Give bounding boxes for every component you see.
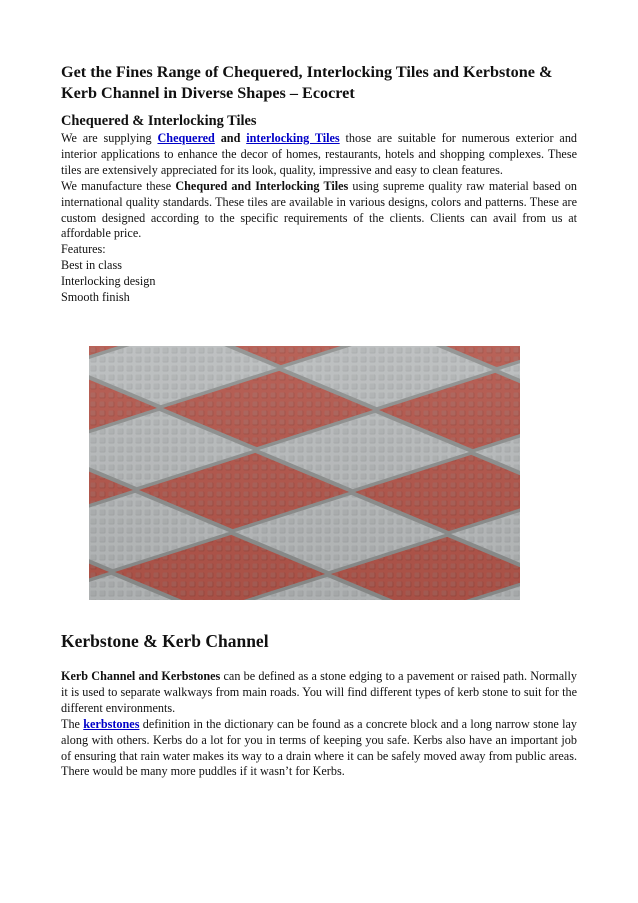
feature-item: Best in class xyxy=(61,258,122,273)
section-kerbstone xyxy=(61,630,577,780)
feature-item: Smooth finish xyxy=(61,290,130,305)
section-chequered xyxy=(61,62,577,306)
feature-item: Interlocking design xyxy=(61,274,156,289)
paragraph-manufacture: We manufacture these Chequred and Interlocking Tiles using supreme quality raw material based on international quality standards. These tiles are available in various designs, colors and patterns. These are custom designed according to the specific requirements of the clients. Clients can avail from us at affordable price. xyxy=(61,178,577,241)
chequered-tiles-photo xyxy=(89,346,520,600)
section-heading-chequered: Chequered & Interlocking Tiles xyxy=(61,113,257,129)
kerbstones-link[interactable]: kerbstones xyxy=(83,716,140,731)
section-heading-kerbstone: Kerbstone & Kerb Channel xyxy=(61,631,269,651)
paragraph-kerbstones: The kerbstones definition in the dictionary can be found as a concrete block and a long narrow stone lay along with others. Kerbs do a lot for you in terms of keeping you safe. Kerbs also have an important job of ensuring that rain water makes its way to a drain where it can be safely moved away from public areas. There would be many more puddles if it wasn’t for Kerbs. xyxy=(61,716,577,779)
interlocking-tiles-link[interactable]: interlocking Tiles xyxy=(246,131,340,145)
paragraph-supplying: We are supplying Chequered and interlocking Tiles those are suitable for numerous exterior and interior applications to enhance the decor of homes, restaurants, hotels and shopping complexes. These tiles are extensively appreciated for its look, quality, impressive and easy to clean features. xyxy=(61,131,578,177)
features-label: Features: xyxy=(61,242,106,257)
tiles-image xyxy=(89,346,520,600)
page-title: Get the Fines Range of Chequered, Interlocking Tiles and Kerbstone & Kerb Channel in Diverse Shapes – Ecocret xyxy=(61,63,553,102)
paragraph-kerb-definition: Kerb Channel and Kerbstones can be defined as a stone edging to a pavement or raised path. Normally it is used to separate walkways from main roads. You will find different types of kerb stone to suit for the different environments. xyxy=(61,669,577,715)
chequered-link[interactable]: Chequered xyxy=(157,131,215,145)
